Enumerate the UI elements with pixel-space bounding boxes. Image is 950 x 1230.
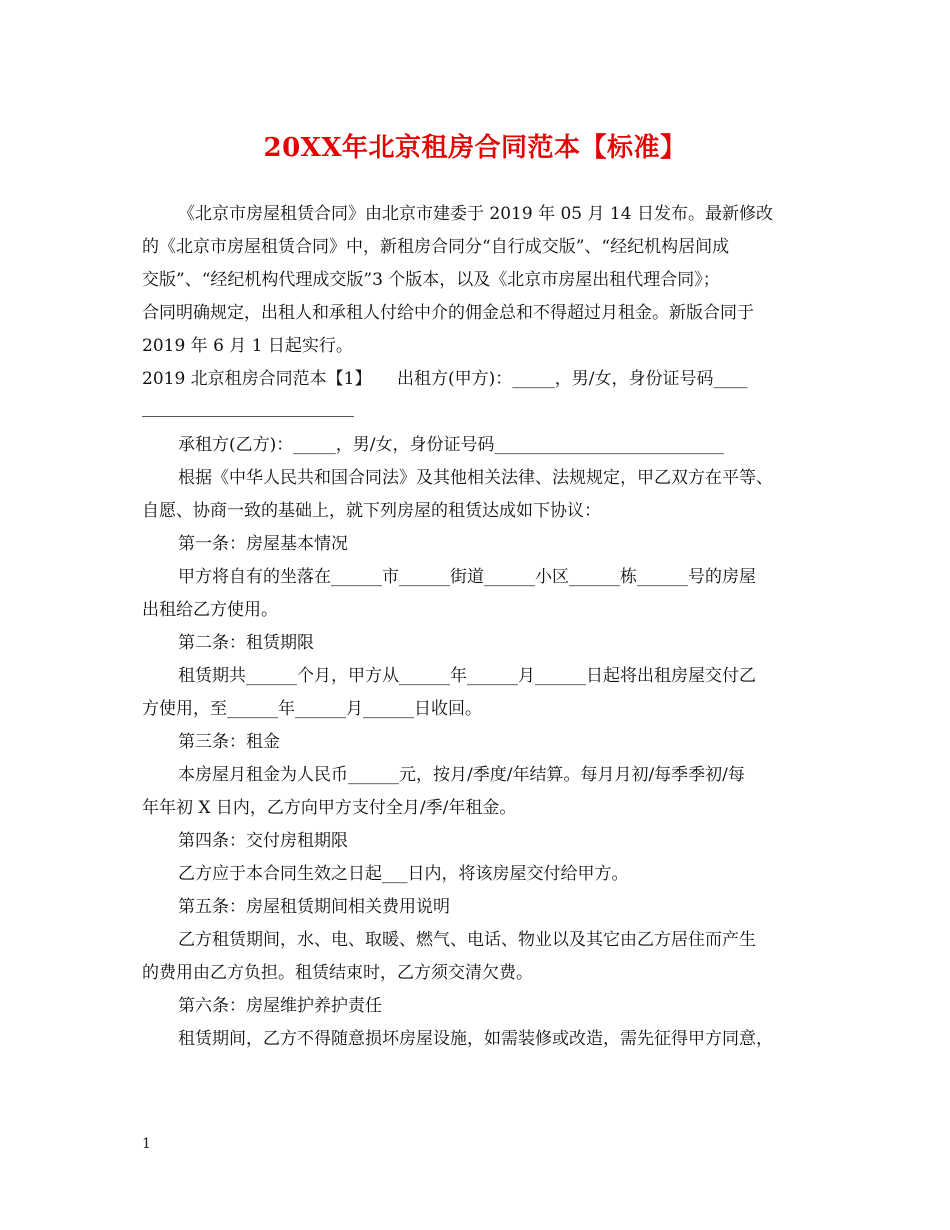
- paragraph-line: 《北京市房屋租赁合同》由北京市建委于 2019 年 05 月 14 日发布。最新修改: [178, 204, 773, 224]
- paragraph-line: 的费用由乙方负担。租赁结束时，乙方须交清欠费。: [142, 963, 533, 983]
- clause-heading: 第二条：租赁期限: [178, 633, 314, 653]
- document-title: 20XX年北京租房合同范本【标准】: [263, 133, 687, 163]
- paragraph-line: 合同明确规定，出租人和承租人付给中介的佣金总和不得超过月租金。新版合同于: [142, 303, 754, 323]
- page-number: 1: [142, 1136, 151, 1152]
- id-number-blank: [142, 396, 832, 429]
- paragraph-line: 出租给乙方使用。: [142, 600, 278, 620]
- paragraph-line: 乙方租赁期间，水、电、取暖、燃气、电话、物业以及其它由乙方居住而产生: [178, 930, 756, 950]
- clause-heading: 第五条：房屋租赁期间相关费用说明: [178, 897, 450, 917]
- paragraph-line: 租赁期间，乙方不得随意损坏房屋设施，如需装修或改造，需先征得甲方同意，: [178, 1029, 773, 1049]
- paragraph-line: 甲方将自有的坐落在______市______街道______小区______栋______号的房屋: [178, 567, 756, 587]
- paragraph-line: 的《北京市房屋租赁合同》中，新租房合同分“自行成交版”、“经纪机构居间成: [142, 237, 730, 257]
- paragraph-line: 2019 年 6 月 1 日起实行。: [142, 336, 353, 356]
- paragraph-line: 承租方(乙方)：_____，男/女，身份证号码___________________________: [178, 435, 724, 455]
- paragraph-line: 2019 北京租房合同范本【1】 出租方(甲方)：_____，男/女，身份证号码____: [142, 369, 748, 389]
- clause-heading: 第三条：租金: [178, 732, 280, 752]
- paragraph-line: 乙方应于本合同生效之日起___日内，将该房屋交付给甲方。: [178, 864, 629, 884]
- clause-heading: 第一条：房屋基本情况: [178, 534, 348, 554]
- paragraph-line: 年年初 X 日内，乙方向甲方支付全月/季/年租金。: [142, 798, 517, 818]
- document-body: [142, 198, 832, 1056]
- paragraph-line: 方使用，至______年______月______日收回。: [142, 699, 482, 719]
- paragraph-line: 根据《中华人民共和国合同法》及其他相关法律、法规规定，甲乙双方在平等、: [178, 468, 773, 488]
- paragraph-line: 自愿、协商一致的基础上，就下列房屋的租赁达成如下协议：: [142, 501, 601, 521]
- paragraph-line: 交版”、“经纪机构代理成交版”3 个版本，以及《北京市房屋出租代理合同》；: [142, 270, 720, 290]
- clause-heading: 第四条：交付房租期限: [178, 831, 348, 851]
- clause-heading: 第六条：房屋维护养护责任: [178, 996, 382, 1016]
- paragraph-line: 租赁期共______个月，甲方从______年______月______日起将出租房屋交付乙: [178, 666, 756, 686]
- fill-in-rule: [142, 396, 354, 417]
- paragraph-line: 本房屋月租金为人民币______元，按月/季度/年结算。每月月初/每季季初/每: [178, 765, 745, 785]
